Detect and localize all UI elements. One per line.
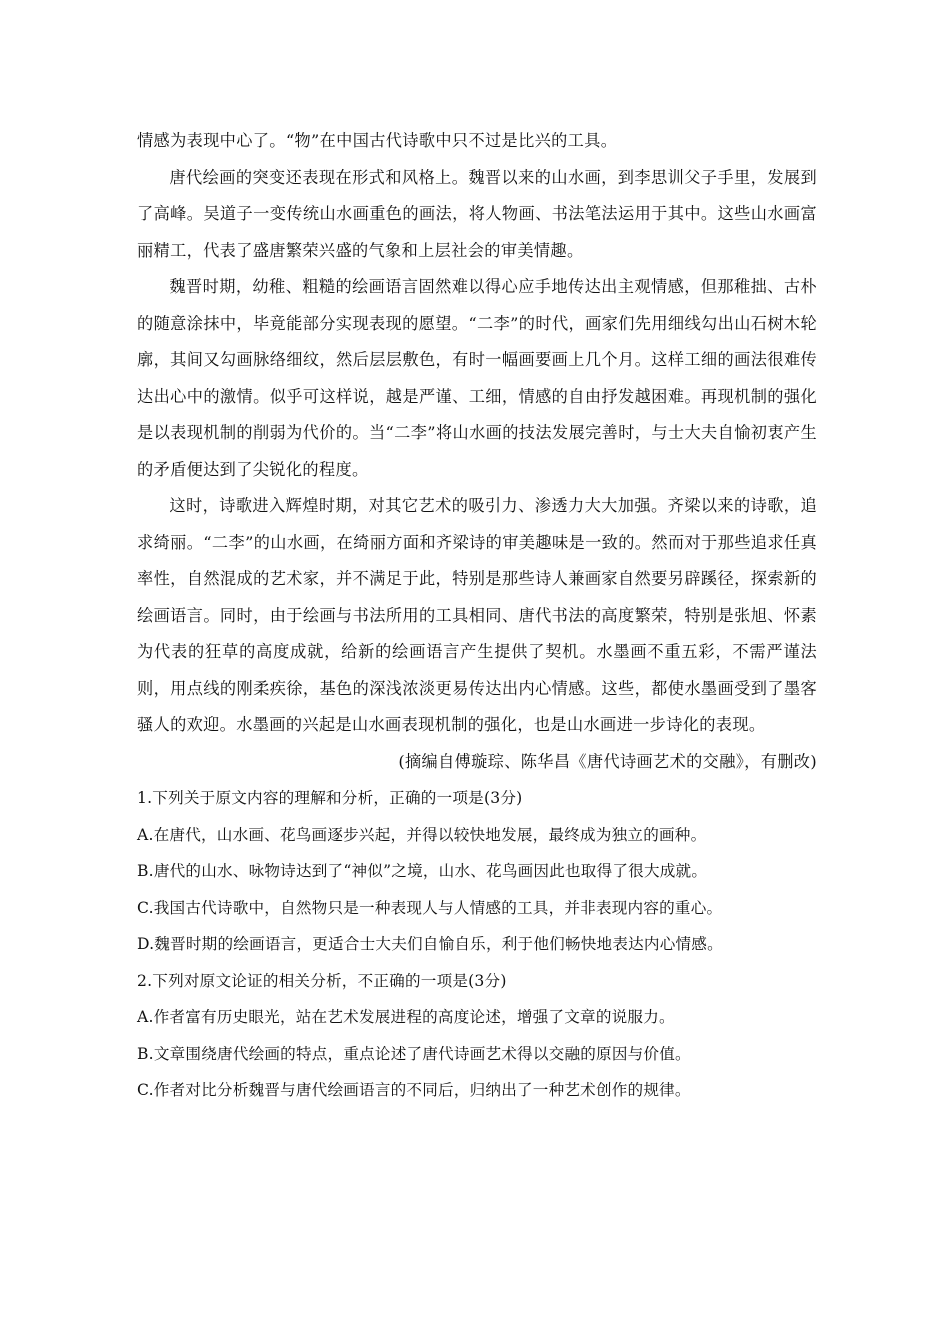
paragraph-weijin-painting-language: 魏晋时期，幼稚、粗糙的绘画语言固然难以得心应手地传达出主观情感，但那稚拙、古朴的随意涂抹中，毕竟能部分实现表现的愿望。“二李”的时代，画家们先用细线勾出山石树木轮廓，其间又勾画脉络细纹，然后层层敷色，有时一幅画要画上几个月。这样工细的画法很难传达出心中的激情。似乎可这样说，越是严谨、工细，情感的自由抒发越困难。再现机制的强化是以表现机制的削弱为代价的。当“二李”将山水画的技法发展完善时，与士大夫自愉初衷产生的矛盾便达到了尖锐化的程度。	[137, 277, 817, 479]
document-page	[137, 123, 817, 1109]
question-1-option-c: C.我国古代诗歌中，自然物只是一种表现人与人情感的工具，并非表现内容的重心。	[137, 898, 723, 917]
paragraph-tang-painting-style: 唐代绘画的突变还表现在形式和风格上。魏晋以来的山水画，到李思训父子手里，发展到了高峰。吴道子一变传统山水画重色的画法，将人物画、书法笔法运用于其中。这些山水画富丽精工，代表了盛唐繁荣兴盛的气象和上层社会的审美情趣。	[137, 167, 817, 260]
question-1-option-d: D.魏晋时期的绘画语言，更适合士大夫们自愉自乐，利于他们畅快地表达内心情感。	[137, 935, 723, 953]
question-1-option-b: B.唐代的山水、咏物诗达到了“神似”之境，山水、花鸟画因此也取得了很大成就。	[137, 862, 708, 880]
question-2	[137, 963, 817, 1109]
question-stem: 1.下列关于原文内容的理解和分析，正确的一项是(3分)	[137, 789, 523, 807]
question-2-option-b: B.文章围绕唐代绘画的特点，重点论述了唐代诗画艺术得以交融的原因与价值。	[137, 1044, 691, 1063]
article-source: (摘编自傅璇琮、陈华昌《唐代诗画艺术的交融》，有删改)	[398, 751, 817, 771]
question-1-option-a: A.在唐代，山水画、花鸟画逐步兴起，并得以较快地发展，最终成为独立的画种。	[137, 825, 707, 844]
paragraph-continuation: 情感为表现中心了。“物”在中国古代诗歌中只不过是比兴的工具。	[137, 131, 618, 150]
question-stem: 2.下列对原文论证的相关分析，不正确的一项是(3分)	[137, 971, 507, 990]
question-2-option-a: A.作者富有历史眼光，站在艺术发展进程的高度论述，增强了文章的说服力。	[137, 1008, 675, 1026]
paragraph-ink-painting-rise: 这时，诗歌进入辉煌时期，对其它艺术的吸引力、渗透力大大加强。齐梁以来的诗歌，追求绮丽。“二李”的山水画，在绮丽方面和齐梁诗的审美趣味是一致的。然而对于那些追求任真率性，自然混成的艺术家，并不满足于此，特别是那些诗人兼画家自然要另辟蹊径，探索新的绘画语言。同时，由于绘画与书法所用的工具相同、唐代书法的高度繁荣，特别是张旭、怀素为代表的狂草的高度成就，给新的绘画语言产生提供了契机。水墨画不重五彩，不需严谨法则，用点线的刚柔疾徐，基色的深浅浓淡更易传达出内心情感。这些，都使水墨画受到了墨客骚人的欢迎。水墨画的兴起是山水画表现机制的强化，也是山水画进一步诗化的表现。	[137, 496, 817, 734]
question-2-option-c: C.作者对比分析魏晋与唐代绘画语言的不同后，归纳出了一种艺术创作的规律。	[137, 1081, 691, 1099]
question-1	[137, 780, 817, 963]
